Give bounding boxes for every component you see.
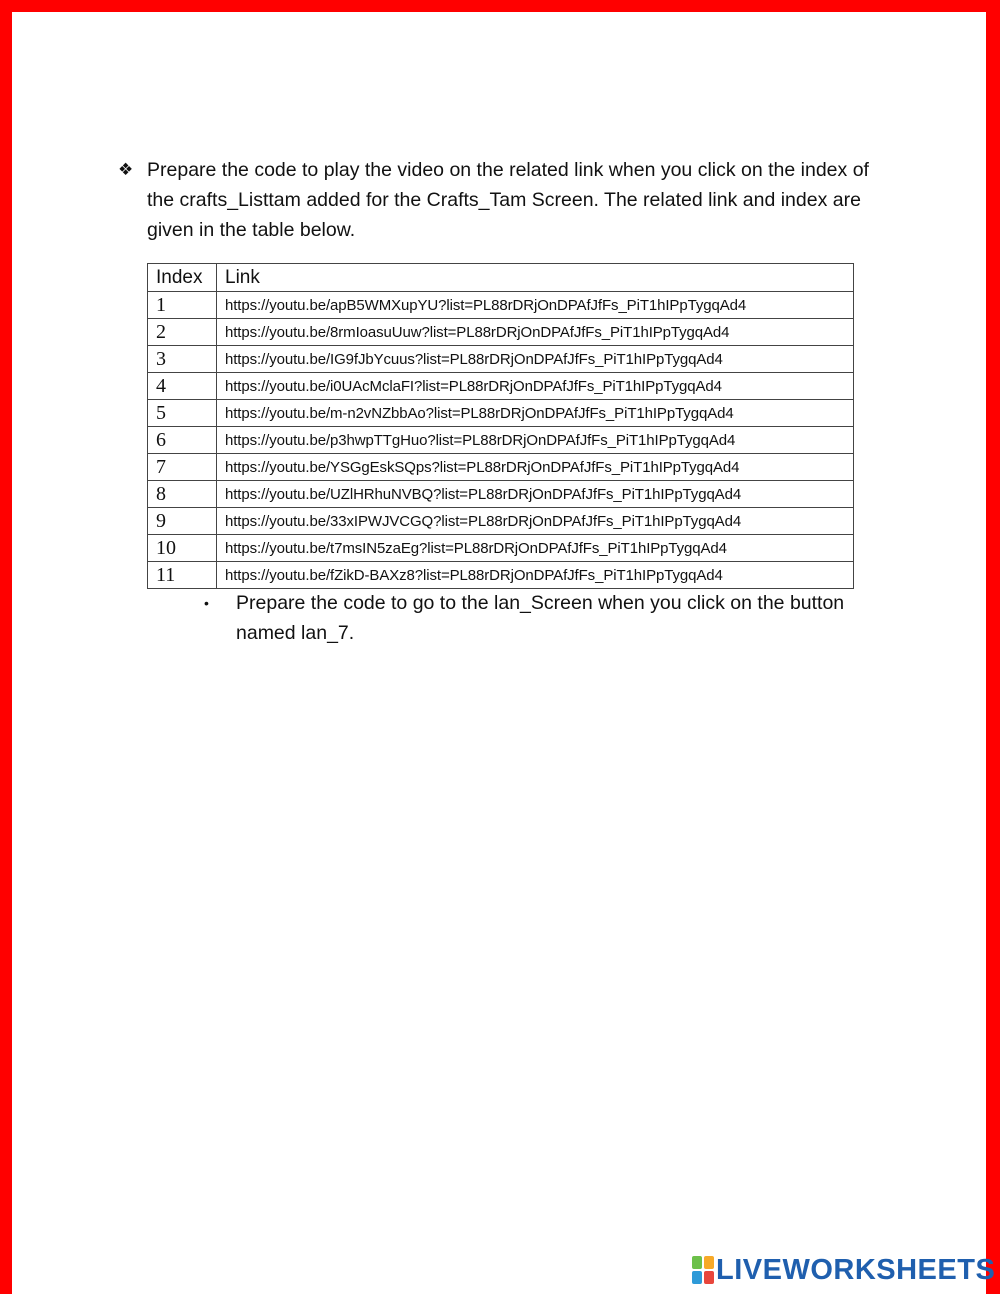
row-index: 1 xyxy=(148,292,217,319)
row-link: https://youtu.be/i0UAcMclaFI?list=PL88rDRjOnDPAfJfFs_PiT1hIPpTygqAd4 xyxy=(217,373,854,400)
row-link: https://youtu.be/YSGgEskSQps?list=PL88rDRjOnDPAfJfFs_PiT1hIPpTygqAd4 xyxy=(217,454,854,481)
row-index: 11 xyxy=(148,562,217,589)
table-row xyxy=(148,481,854,508)
liveworksheets-logo-icon xyxy=(692,1256,714,1284)
row-index: 7 xyxy=(148,454,217,481)
row-index: 9 xyxy=(148,508,217,535)
table-row xyxy=(148,373,854,400)
row-index: 10 xyxy=(148,535,217,562)
row-index: 2 xyxy=(148,319,217,346)
question-2 xyxy=(204,588,864,648)
table-row xyxy=(148,454,854,481)
table-row xyxy=(148,292,854,319)
video-links-table xyxy=(147,263,854,589)
table-row xyxy=(148,346,854,373)
question-1-text: Prepare the code to play the video on the related link when you click on the index of the crafts_Listtam added for the Crafts_Tam Screen. The related link and index are given in the table below. xyxy=(147,159,869,241)
table-row xyxy=(148,535,854,562)
table-row xyxy=(148,427,854,454)
round-bullet-icon: • xyxy=(204,595,209,611)
diamond-bullet-icon: ❖ xyxy=(118,160,134,180)
row-link: https://youtu.be/t7msIN5zaEg?list=PL88rDRjOnDPAfJfFs_PiT1hIPpTygqAd4 xyxy=(217,535,854,562)
header-index: Index xyxy=(148,264,217,292)
row-link: https://youtu.be/m-n2vNZbbAo?list=PL88rDRjOnDPAfJfFs_PiT1hIPpTygqAd4 xyxy=(217,400,854,427)
row-link: https://youtu.be/IG9fJbYcuus?list=PL88rDRjOnDPAfJfFs_PiT1hIPpTygqAd4 xyxy=(217,346,854,373)
question-2-text: Prepare the code to go to the lan_Screen when you click on the button named lan_7. xyxy=(236,592,845,644)
row-link: https://youtu.be/33xIPWJVCGQ?list=PL88rDRjOnDPAfJfFs_PiT1hIPpTygqAd4 xyxy=(217,508,854,535)
table-row xyxy=(148,562,854,589)
liveworksheets-brand xyxy=(692,1254,995,1286)
row-link: https://youtu.be/fZikD-BAXz8?list=PL88rDRjOnDPAfJfFs_PiT1hIPpTygqAd4 xyxy=(217,562,854,589)
row-index: 6 xyxy=(148,427,217,454)
row-index: 4 xyxy=(148,373,217,400)
row-link: https://youtu.be/8rmIoasuUuw?list=PL88rDRjOnDPAfJfFs_PiT1hIPpTygqAd4 xyxy=(217,319,854,346)
question-1 xyxy=(118,155,878,245)
table-row xyxy=(148,400,854,427)
header-link: Link xyxy=(217,264,854,292)
row-link: https://youtu.be/apB5WMXupYU?list=PL88rDRjOnDPAfJfFs_PiT1hIPpTygqAd4 xyxy=(217,292,854,319)
row-index: 3 xyxy=(148,346,217,373)
row-index: 5 xyxy=(148,400,217,427)
table-row xyxy=(148,319,854,346)
brand-name: LIVEWORKSHEETS xyxy=(716,1253,996,1286)
row-link: https://youtu.be/UZlHRhuNVBQ?list=PL88rDRjOnDPAfJfFs_PiT1hIPpTygqAd4 xyxy=(217,481,854,508)
row-index: 8 xyxy=(148,481,217,508)
table-header-row xyxy=(148,264,854,292)
table-row xyxy=(148,508,854,535)
row-link: https://youtu.be/p3hwpTTgHuo?list=PL88rDRjOnDPAfJfFs_PiT1hIPpTygqAd4 xyxy=(217,427,854,454)
